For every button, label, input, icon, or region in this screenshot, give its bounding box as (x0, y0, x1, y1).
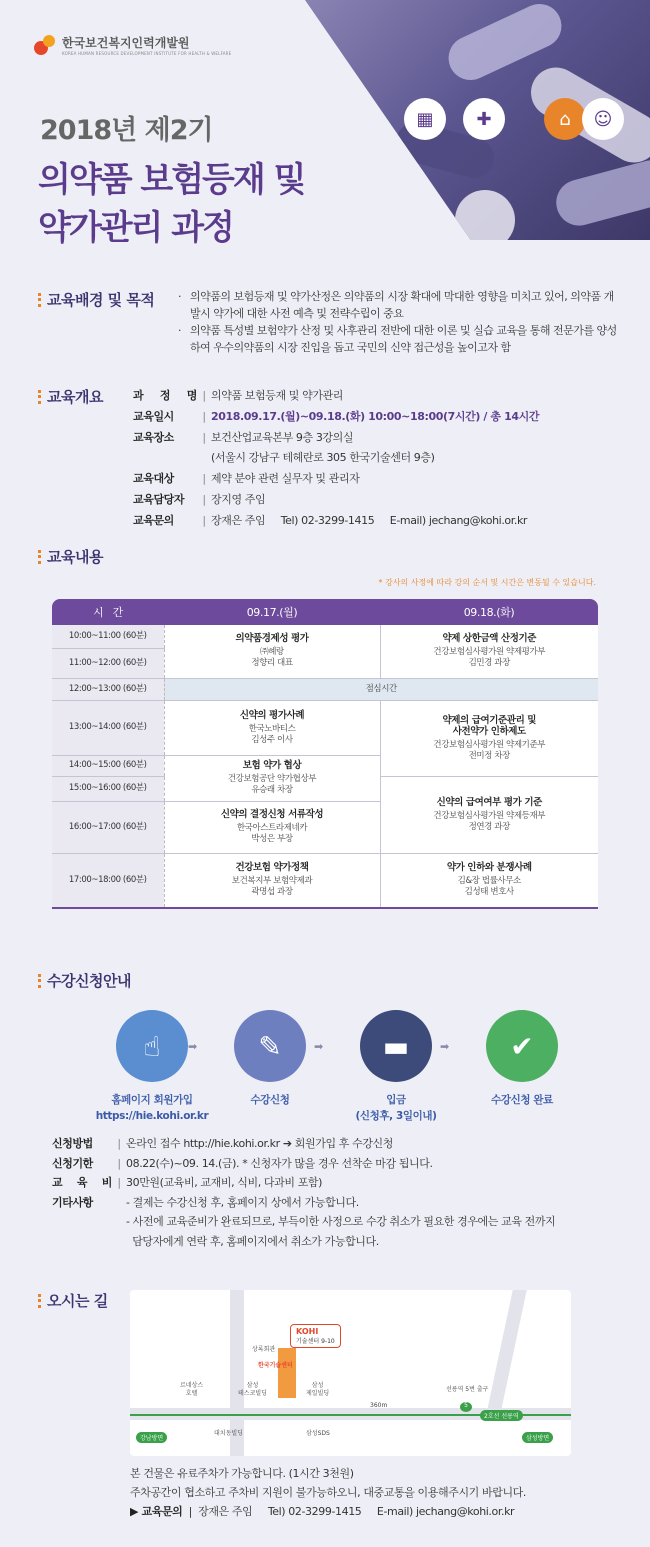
detail-row: 신청방법 | 온라인 접수 http://hie.kohi.or.kr ➔ 회원가입 후 수강신청 (52, 1137, 394, 1150)
pen-write-icon: ✎ (234, 1010, 306, 1082)
table-row: 12:00~13:00 (60분) 점심시간 (52, 678, 598, 700)
detail-row: 담당자에게 연락 후, 홈페이지에서 취소가 가능합니다. (126, 1234, 379, 1248)
hospital-icon: ⌂ (544, 98, 586, 140)
kohi-callout: KOHI 기술센터 9-10 (290, 1324, 341, 1348)
table-row: 15:00~16:00 (60분) 신약의 급여여부 평가 기준 건강보험심사평가원 약제등재부 정연경 과장 (52, 776, 598, 801)
year-term: 2018년 제2기 (40, 115, 213, 146)
schedule-note: * 강사의 사정에 따라 강의 순서 및 시간은 변동될 수 있습니다. (378, 578, 596, 587)
detail-row: 신청기한 | 08.22(수)~09. 14.(금). * 신청자가 많을 경우 선착순 마감 됩니다. (52, 1156, 433, 1170)
overview-heading: 교육개요 (38, 386, 103, 407)
table-row: 17:00~18:00 (60분) 건강보험 약가정책 보건복지부 보험약제과 곽명섭 과장 약가 인하와 분쟁사례 김&장 법률사무소 김성태 변호사 (52, 853, 598, 908)
col-day1: 09.17.(월) (164, 599, 380, 625)
directions-heading: 오시는 길 (38, 1290, 108, 1311)
session-cell: 신약의 평가사례 한국노바티스 김성주 이사 (164, 700, 380, 755)
left-direction: 강남방면 (136, 1432, 167, 1443)
col-time: 시 간 (52, 599, 164, 625)
subway-exit-icon: 5 (460, 1402, 472, 1412)
table-header-row (52, 599, 598, 625)
step-apply: ✎ 수강신청 (210, 1010, 330, 1108)
heading-bullet-icon (38, 390, 41, 404)
building-marker (278, 1348, 296, 1398)
col-day2: 09.18.(화) (380, 599, 598, 625)
session-cell: 의약품경제성 평가 ㈜혜랑 정향리 대표 (164, 625, 380, 678)
overview-row: 교육장소 | 보건산업교육본부 9층 3강의실 (133, 430, 354, 444)
detail-row: 교 육 비 | 30만원(교육비, 교재비, 식비, 다과비 포함) (52, 1176, 323, 1189)
overview-table (133, 386, 539, 532)
session-cell: 신약의 급여여부 평가 기준 건강보험심사평가원 약제등재부 정연경 과장 (380, 776, 598, 853)
session-cell: 보험 약가 협상 건강보험공단 약가협상부 유승래 차장 (164, 755, 380, 801)
overview-row: 과 정 명 | 의약품 보험등재 및 약가관리 (133, 389, 344, 402)
card-payment-icon: ▬ (360, 1010, 432, 1082)
table-row: 16:00~17:00 (60분) 신약의 결정신청 서류작성 한국아스트라제네카 박성은 부장 (52, 801, 598, 853)
overview-row: (서울시 강남구 테헤란로 305 한국기술센터 9층) (211, 451, 435, 465)
doctor-icon: ☺ (582, 98, 624, 140)
right-direction: 삼성방면 (522, 1432, 553, 1443)
pill-pack-icon: ▦ (404, 98, 446, 140)
registration-details (52, 1134, 555, 1251)
overview-row: 교육일시 | 2018.09.17.(월)~09.18.(화) 10:00~18:00(7시간) / 총 14시간 (133, 409, 540, 423)
org-name: 한국보건복지인력개발원 (62, 36, 190, 50)
step-payment: ▬ 입금 (신청후, 3일이내) (336, 1010, 456, 1124)
overview-row: 교육문의 | 장재은 주임 Tel) 02-3299-1415 E-mail) jechang@kohi.or.kr (133, 513, 528, 527)
session-cell: 약제의 급여기준관리 및 사전약가 인하제도 건강보험심사평가원 약제기준부 전미정 차장 (380, 700, 598, 776)
detail-row: - 사전에 교육준비가 완료되므로, 부득이한 사정으로 수강 취소가 필요한 경우에는 교육 전까지 (126, 1215, 556, 1228)
medicine-bottle-icon: ✚ (463, 98, 505, 140)
signup-link[interactable]: https://hie.kohi.or.kr (95, 1110, 209, 1122)
session-cell: 신약의 결정신청 서류작성 한국아스트라제네카 박성은 부장 (164, 801, 380, 853)
arrow-right-icon: ➡ (314, 1040, 324, 1053)
directions-footer: 본 건물은 유료주차가 가능합니다. (1시간 3천원) 주차공간이 협소하고 주차비 지원이 불가능하오니, 대중교통을 이용해주시기 바랍니다. ▶ 교육문의 | 장재은 주임 Tel) 02-3299-1415 E-mail) jechang@kohi.or.kr (130, 1467, 527, 1518)
registration-heading: 수강신청안내 (38, 970, 131, 991)
contact-info: 장재은 주임 Tel) 02-3299-1415 E-mail) jechang@kohi.or.kr (198, 1505, 515, 1518)
table-row: 10:00~11:00 (60분) 의약품경제성 평가 ㈜혜랑 정향리 대표 약제 상한금액 산정기준 건강보험심사평가원 약제평가부 김민경 과장 (52, 625, 598, 648)
heading-bullet-icon (38, 1294, 41, 1308)
step-signup: ☝ 홈페이지 회원가입 https://hie.kohi.or.kr (92, 1010, 212, 1124)
heading-bullet-icon (38, 293, 41, 307)
overview-row: 교육담당자 | 장지영 주임 (133, 492, 266, 506)
checklist-icon: ✔ (486, 1010, 558, 1082)
table-row: 11:00~12:00 (60분) (52, 648, 598, 678)
background-list (178, 288, 618, 356)
arrow-right-icon: ➡ (188, 1040, 198, 1053)
session-cell: 약가 인하와 분쟁사례 김&장 법률사무소 김성태 변호사 (380, 853, 598, 908)
org-subtitle: KOREA HUMAN RESOURCE DEVELOPMENT INSTITUTE FOR HEALTH & WELFARE (62, 51, 232, 56)
detail-row: 기타사항 - 결제는 수강신청 후, 홈페이지 상에서 가능합니다. (52, 1195, 359, 1209)
overview-row: 교육대상 | 제약 분야 관련 실무자 및 관리자 (133, 472, 360, 486)
lunch-cell: 점심시간 (164, 678, 598, 700)
location-map[interactable]: KOHI 기술센터 9-10 한국기술센터 상록회관 르네상스 호텔 삼성 테스코빌딩 삼성 제일빌딩 선릉역 5번 출구 대치동빌딩 삼성SDS 360m 5 2호선 선릉역 강남방면 삼성방면 (130, 1290, 571, 1456)
arrow-right-icon: ➡ (440, 1040, 450, 1053)
session-cell: 건강보험 약가정책 보건복지부 보험약제과 곽명섭 과장 (164, 853, 380, 908)
table-row: 14:00~15:00 (60분) 보험 약가 협상 건강보험공단 약가협상부 유승래 차장 (52, 755, 598, 776)
heading-bullet-icon (38, 550, 41, 564)
logo (34, 34, 231, 56)
heading-bullet-icon (38, 974, 41, 988)
background-item: · 의약품 특성별 보험약가 산정 및 사후관리 전반에 대한 이론 및 실습 교육을 통해 전문가를 양성하여 우수의약품의 시장 진입을 돕고 국민의 신약 접근성을 높이고자 함 (178, 322, 618, 356)
registration-steps (92, 1010, 572, 1120)
header (0, 0, 650, 260)
background-item: · 의약품의 보험등재 및 약가산정은 의약품의 시장 확대에 막대한 영향을 미치고 있어, 의약품 개발시 약가에 대한 사전 예측 및 전략수립이 중요 (178, 288, 618, 322)
mouse-click-icon: ☝ (116, 1010, 188, 1082)
schedule-table (52, 599, 598, 909)
content-heading: 교육내용 (38, 546, 103, 567)
step-complete: ✔ 수강신청 완료 (462, 1010, 582, 1108)
table-row: 13:00~14:00 (60분) 신약의 평가사례 한국노바티스 김성주 이사 약제의 급여기준관리 및 사전약가 인하제도 건강보험심사평가원 약제기준부 전미정 차장 (52, 700, 598, 755)
session-cell: 약제 상한금액 산정기준 건강보험심사평가원 약제평가부 김민경 과장 (380, 625, 598, 678)
kohi-logo-icon (34, 35, 56, 55)
page-title-line1: 의약품 보험등재 및 (38, 160, 305, 200)
contact-label: ▶ 교육문의 (130, 1505, 183, 1518)
page-title-line2: 약가관리 과정 (38, 208, 233, 248)
background-heading: 교육배경 및 목적 (38, 289, 154, 310)
